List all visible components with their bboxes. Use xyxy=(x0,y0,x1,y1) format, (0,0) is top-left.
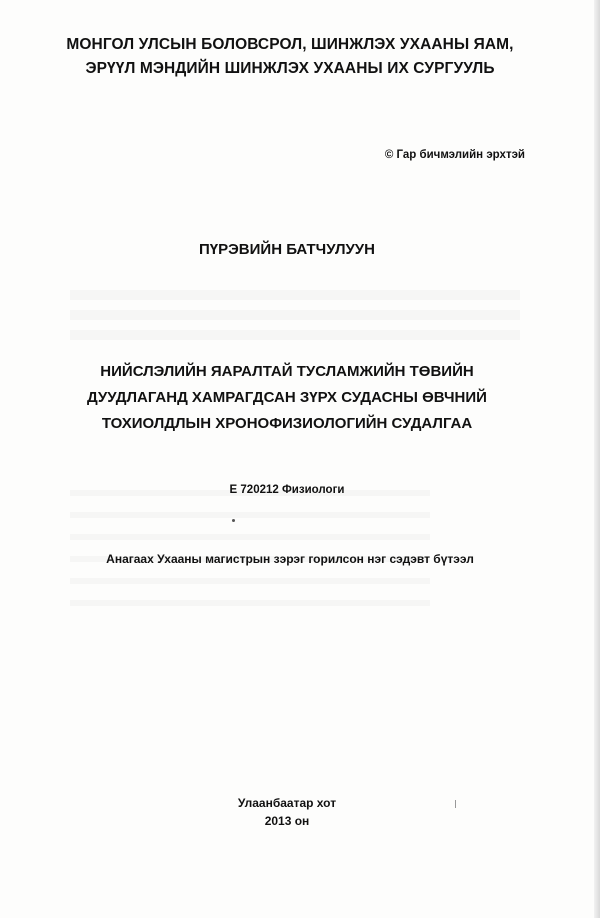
degree-statement: Анагаах Ухааны магистрын зэрэг горилсон нэг сэдэвт бүтээл xyxy=(106,552,474,566)
page-edge-shadow xyxy=(594,0,600,918)
rights-notice: © Гар бичмэлийн эрхтэй xyxy=(384,149,525,161)
year: 2013 он xyxy=(264,814,310,828)
place-and-date xyxy=(0,794,574,830)
institution-header xyxy=(0,33,580,81)
institution-line-1: МОНГОЛ УЛСЫН БОЛОВСРОЛ, ШИНЖЛЭХ УХААНЫ ЯАМ, xyxy=(66,36,514,53)
thesis-title xyxy=(0,359,574,437)
specialty-code: Е 720212 Физиологи xyxy=(229,484,345,496)
city: Улаанбаатар хот xyxy=(237,796,337,810)
show-through-block xyxy=(70,490,430,610)
thesis-title-line-3: ТОХИОЛДЛЫН ХРОНОФИЗИОЛОГИЙН СУДАЛГАА xyxy=(101,415,473,432)
thesis-title-line-2: ДУУДЛАГАНД ХАМРАГДСАН ЗҮРХ СУДАСНЫ ӨВЧНИЙ xyxy=(87,389,487,406)
institution-line-2: ЭРҮҮЛ МЭНДИЙН ШИНЖЛЭХ УХААНЫ ИХ СУРГУУЛЬ xyxy=(85,60,495,77)
thesis-title-line-1: НИЙСЛЭЛИЙН ЯАРАЛТАЙ ТУСЛАМЖИЙН ТӨВИЙН xyxy=(100,363,474,380)
scan-speck xyxy=(232,519,235,522)
author-name: ПҮРЭВИЙН БАТЧУЛУУН xyxy=(199,241,375,258)
show-through-block xyxy=(70,290,520,350)
